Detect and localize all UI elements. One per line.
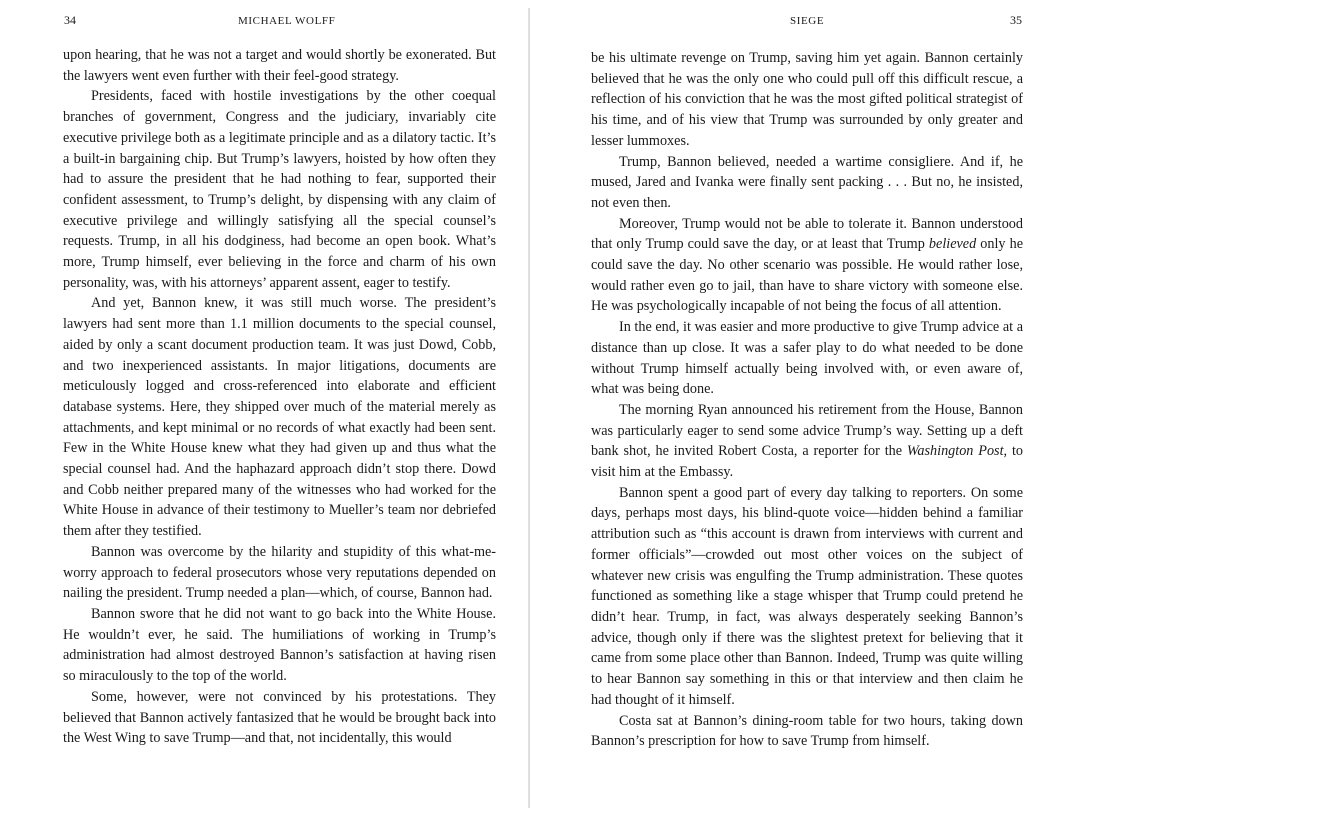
page-number-right: 35 xyxy=(1010,13,1022,27)
right-page xyxy=(530,0,1344,816)
paragraph: Some, however, were not convinced by his protestations. They believed that Bannon actively fantasized that he would be brought back into the West Wing to save Trump—and that, not incidentally, this would xyxy=(63,688,496,747)
running-head-right: SIEGE xyxy=(790,15,825,27)
page-number-left: 34 xyxy=(64,13,76,27)
publication-title: Washington Post xyxy=(906,443,1004,460)
paragraph: Bannon swore that he did not want to go back into the White House. He wouldn’t ever, he said. The humiliations of working in Trump’s administration had almost destroyed Bannon’s satisfaction at having risen so miraculously to the top of the world. xyxy=(63,605,496,685)
right-page-body xyxy=(591,48,1023,752)
paragraph: Presidents, faced with hostile investigations by the other coequal branches of government, Congress and the judiciary, invariably cite executive privilege both as a legitimate principle and as a dilatory tactic. It’s a built-in bargaining chip. But Trump’s lawyers, hoisted by how often they had to assure the president that he had nothing to fear, supported their confident assessment, to Trump’s delight, by dispensing with any claim of executive privilege and willingly satisfying all the special counsel’s requests. Trump, in all his dodginess, had become an open book. What’s more, Trump himself, ever believing in the force and charm of his own personality, was, with his attorneys’ apparent assent, eager to testify. xyxy=(63,88,496,291)
running-head-left: MICHAEL WOLFF xyxy=(238,15,336,27)
emphasis: believed xyxy=(928,236,977,253)
left-page xyxy=(0,0,530,816)
paragraph: The morning Ryan announced his retirement from the House, Bannon was particularly eager to send some advice Trump’s way. Setting up a deft bank shot, he invited Robert Costa, a reporter for the Washington Post, to visit him at the Embassy. xyxy=(591,401,1023,481)
paragraph: Bannon spent a good part of every day talking to reporters. On some days, perhaps most days, his blind-quote voice—hidden behind a familiar attribution such as “this account is drawn from interviews with current and former officials”—crowded out most other voices on the subject of whatever new crisis was engulfing the Trump administration. These quotes functioned as something like a stage whisper that Trump could pretend he didn’t hear. Trump, in fact, was always desperately seeking Bannon’s advice, though only if there was the slightest pretext for believing that it came from some place other than Bannon. Indeed, Trump was quite willing to hear Bannon say something in this or that interview and then claim he had thought of it himself. xyxy=(591,484,1023,708)
paragraph: be his ultimate revenge on Trump, saving him yet again. Bannon certainly believed that he was the only one who could pull off this difficult rescue, a reflection of his conviction that he was the most gifted political strategist of his time, and of his view that Trump was surrounded by only greater and lesser lummoxes. xyxy=(591,50,1023,149)
paragraph: Trump, Bannon believed, needed a wartime consigliere. And if, he mused, Jared and Ivanka were finally sent packing . . . But no, he insisted, not even then. xyxy=(591,153,1023,211)
left-page-body xyxy=(63,45,496,749)
paragraph: Costa sat at Bannon’s dining-room table for two hours, taking down Bannon’s prescription for how to save Trump from himself. xyxy=(591,712,1023,750)
paragraph: And yet, Bannon knew, it was still much worse. The president’s lawyers had sent more than 1.1 million documents to the special counsel, aided by only a scant document production team. It was just Dowd, Cobb, and two inexperienced assistants. In major litigations, documents are meticulously logged and cross-referenced into elaborate and efficient database systems. Here, they shipped over much of the material merely as attachments, and kept minimal or no records of what exactly had been sent. Few in the White House knew what they had given up and thus what the special counsel had. And the haphazard approach didn’t stop there. Dowd and Cobb neither prepared many of the witnesses who had worked for the White House in advance of their testimony to Mueller’s team nor debriefed them after they testified. xyxy=(63,295,496,540)
paragraph: Bannon was overcome by the hilarity and stupidity of this what-me-worry approach to federal prosecutors whose very reputations depended on nailing the president. Trump needed a plan—which, of course, Bannon had. xyxy=(63,543,496,602)
paragraph: Moreover, Trump would not be able to tolerate it. Bannon understood that only Trump could save the day, or at least that Trump believed only he could save the day. No other scenario was possible. He would rather lose, would rather even go to jail, than have to share victory with someone else. He was psychologically incapable of not being the focus of all attention. xyxy=(591,215,1024,315)
paragraph: upon hearing, that he was not a target and would shortly be exonerated. But the lawyers went even further with their feel-good strategy. xyxy=(63,47,496,84)
paragraph: In the end, it was easier and more productive to give Trump advice at a distance than up close. It was a safer play to do what needed to be done without Trump himself actually being involved with, or even aware of, what was being done. xyxy=(591,319,1023,398)
